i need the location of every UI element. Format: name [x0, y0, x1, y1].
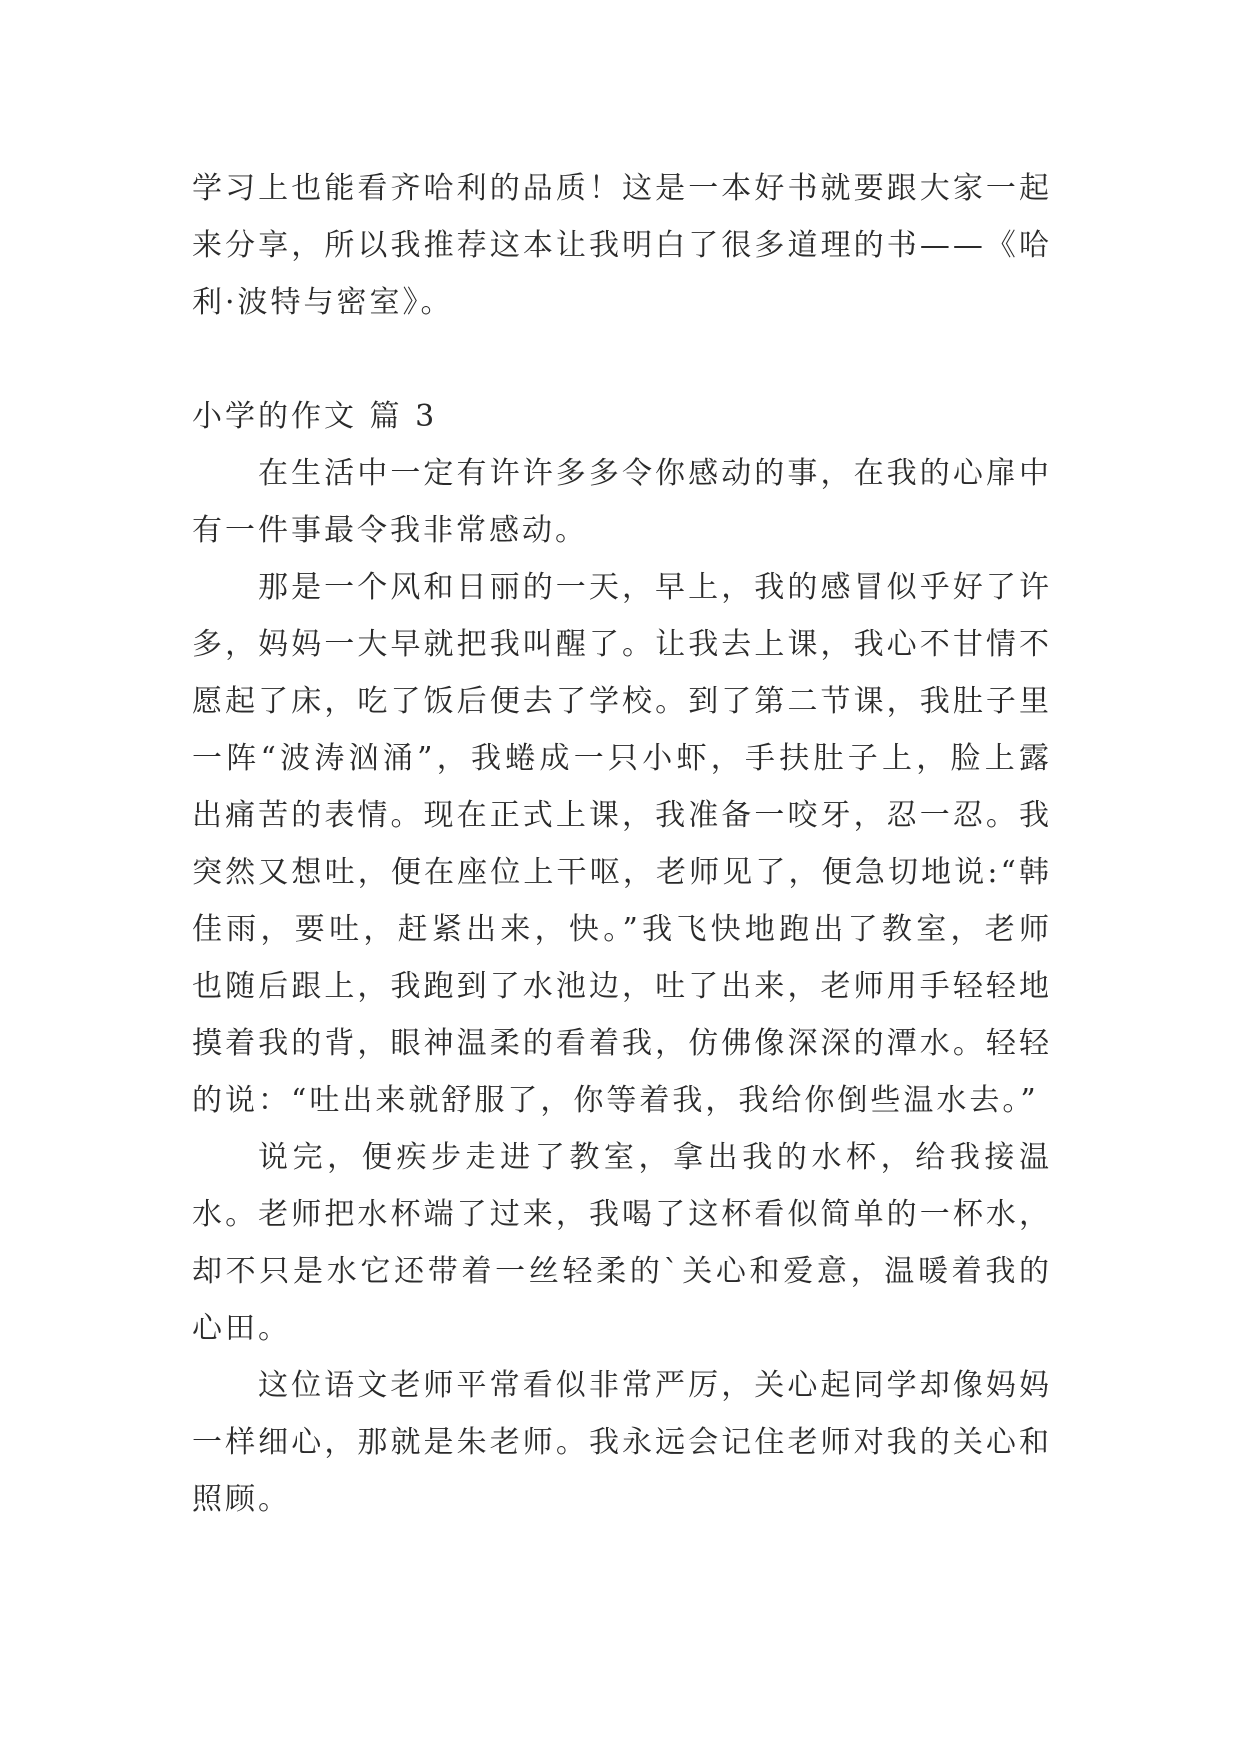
essay-paragraph-1: 在生活中一定有许许多多令你感动的事，在我的心扉中有一件事最令我非常感动。	[192, 456, 1052, 548]
continuation-paragraph: 学习上也能看齐哈利的品质！这是一本好书就要跟大家一起来分享，所以我推荐这本让我明白了很多道理的书——《哈利·波特与密室》。	[192, 171, 1052, 320]
essay-paragraph-2: 那是一个风和日丽的一天，早上，我的感冒似乎好了许多，妈妈一大早就把我叫醒了。让我去上课，我心不甘情不愿起了床，吃了饭后便去了学校。到了第二节课，我肚子里一阵“波涛汹涌”，我蜷成一只小虾，手扶肚子上，脸上露出痛苦的表情。现在正式上课，我准备一咬牙，忍一忍。我突然又想吐，便在座位上干呕，老师见了，便急切地说:“韩佳雨，要吐，赶紧出来，快。”我飞快地跑出了教室，老师也随后跟上，我跑到了水池边，吐了出来，老师用手轻轻地摸着我的背，眼神温柔的看着我，仿佛像深深的潭水。轻轻的说：“吐出来就舒服了，你等着我，我给你倒些温水去。”	[192, 570, 1052, 1118]
essay-paragraph-3: 说完，便疾步走进了教室，拿出我的水杯，给我接温水。老师把水杯端了过来，我喝了这杯看似简单的一杯水，却不只是水它还带着一丝轻柔的`关心和爱意，温暖着我的心田。	[192, 1140, 1052, 1346]
essay-paragraph-4: 这位语文老师平常看似非常严厉，关心起同学却像妈妈一样细心，那就是朱老师。我永远会记住老师对我的关心和照顾。	[192, 1368, 1052, 1517]
section-title: 小学的作文 篇 3	[192, 399, 438, 434]
document-body	[192, 160, 1052, 1528]
